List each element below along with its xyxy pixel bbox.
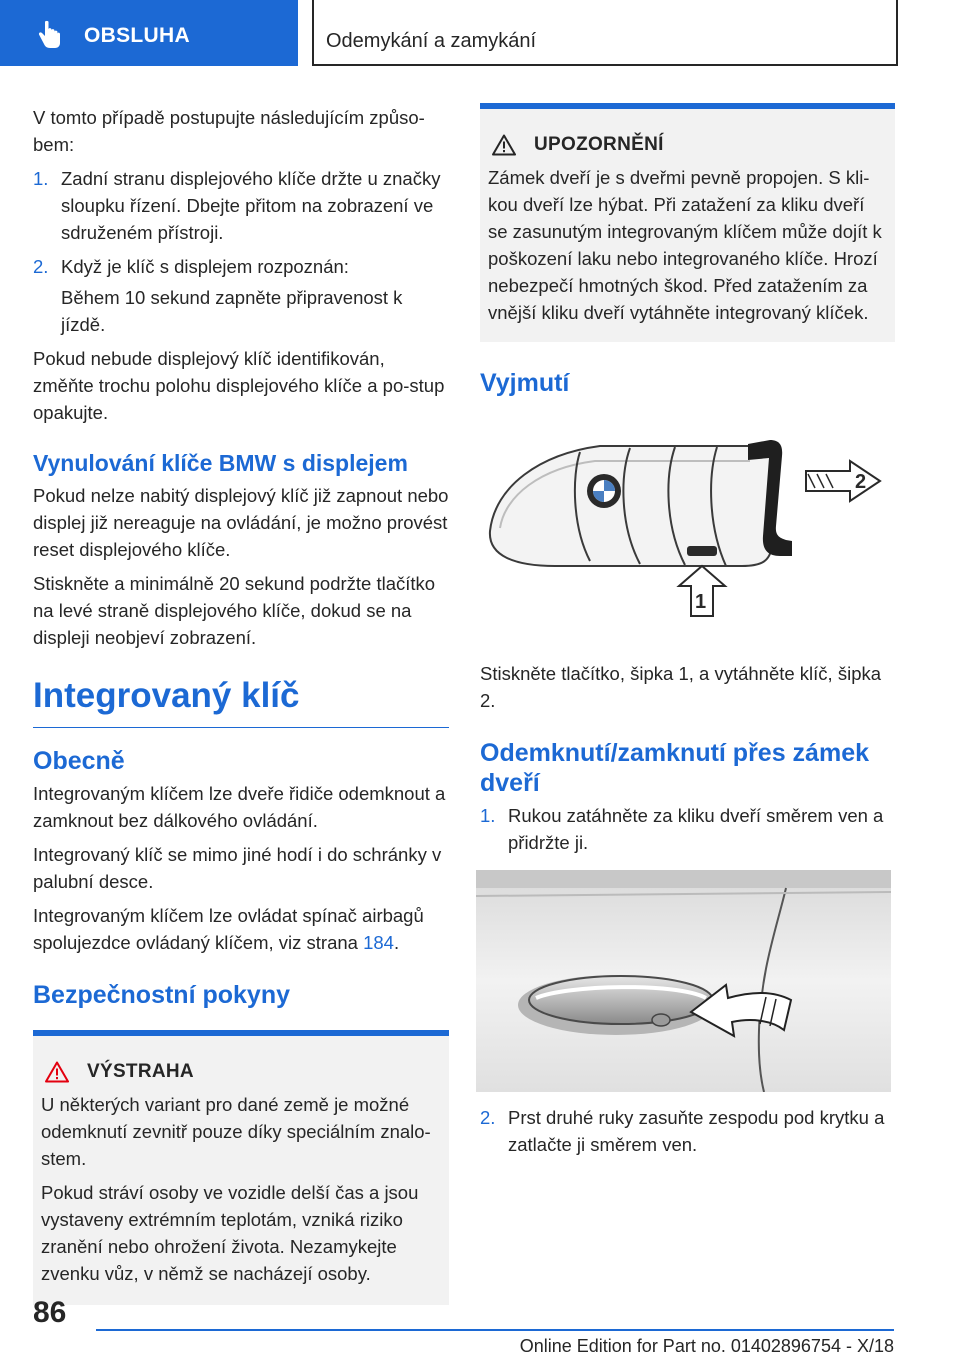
warning-paragraph: Pokud stráví osoby ve vozidle delší čas a jsou vystaveny extrémním teplotám, vzniká riziko zranění nebo ohrožení života. Nezamykejte zvenku vůz, v němž se nacházejí osoby. <box>41 1182 419 1284</box>
section-tab <box>0 0 298 66</box>
list-number: 2. <box>480 1107 496 1128</box>
page-number: 86 <box>33 1296 67 1329</box>
warning-paragraph: U některých variant pro dané země je možné odemknutí zevnitř pouze díky speciálním znalo-stem. <box>41 1094 431 1169</box>
list-text: Když je klíč s displejem rozpoznán: <box>61 256 349 277</box>
right-column <box>480 103 895 1158</box>
intro-text: V tomto případě postupujte následujícím způso-bem: <box>33 107 425 155</box>
left-column <box>33 104 449 1305</box>
caution-title-row <box>488 131 887 158</box>
list-number: 1. <box>480 805 496 826</box>
page-link[interactable]: 184 <box>363 932 394 953</box>
caution-paragraph: Zámek dveří je s dveřmi pevně propojen. S kli-kou dveří lze hýbat. Při zatažení za kliku dveří se zasunutým integrovaným klíčem může dojít k poškození laku nebo integrovaného klíče. Hrozí nebezpečí hmotných škod. Před zatažením za vnější kliku dveří vytáhněte integrovaný klíček. <box>488 167 882 323</box>
warning-box <box>33 1030 449 1305</box>
list-number: 2. <box>33 256 49 277</box>
arrow-1-label: 1 <box>695 591 707 613</box>
list-number: 1. <box>33 168 49 189</box>
general-paragraph: Integrovaný klíč se mimo jiné hodí i do schránky v palubní desce. <box>33 844 442 892</box>
section-tab-label: OBSLUHA <box>84 24 190 47</box>
caution-triangle-icon <box>492 134 516 156</box>
caution-box <box>480 103 895 342</box>
list-item <box>480 802 895 856</box>
integrated-key-heading: Integrovaný klíč <box>33 675 449 728</box>
reset-heading: Vynulování klíče BMW s displejem <box>33 450 408 476</box>
list-text: Rukou zatáhněte za kliku dveří směrem ven a přidržte ji. <box>508 805 884 853</box>
list-subtext: Během 10 sekund zapněte připravenost k jízdě. <box>61 287 403 335</box>
remove-heading: Vyjmutí <box>480 369 570 397</box>
warning-title: VÝSTRAHA <box>87 1061 194 1082</box>
general-heading: Obecně <box>33 747 125 775</box>
footer-divider <box>96 1329 894 1331</box>
lock-heading: Odemknutí/zamknutí přes zámek dveří <box>480 739 870 797</box>
list-text: Zadní stranu displejového klíče držte u značky sloupku řízení. Dbejte přitom na zobrazení ve sdruženém přístroji. <box>61 168 441 243</box>
general-text: Integrovaným klíčem lze ovládat spínač airbagů spolujezdce ovládaný klíčem, viz strana <box>33 905 424 953</box>
list-item <box>33 253 449 280</box>
list-item <box>480 1104 895 1158</box>
warning-title-row <box>41 1058 441 1085</box>
general-paragraph <box>33 902 449 956</box>
chapter-title: Odemykání a zamykání <box>326 30 537 52</box>
after-steps-text: Pokud nebude displejový klíč identifikován, změňte trochu polohu displejového klíče a po-stup opakujte. <box>33 348 445 423</box>
remove-paragraph: Stiskněte tlačítko, šipka 1, a vytáhněte klíč, šipka 2. <box>480 663 882 711</box>
arrow-2-label: 2 <box>855 471 867 493</box>
reset-paragraph: Stiskněte a minimálně 20 sekund podržte tlačítko na levé straně displejového klíče, dokud se na displeji neobjeví zobrazení. <box>33 573 436 648</box>
door-handle-illustration <box>476 870 891 1092</box>
hand-icon <box>34 20 64 50</box>
key-illustration <box>480 416 895 636</box>
list-text: Prst druhé ruky zasuňte zespodu pod krytku a zatlačte ji směrem ven. <box>508 1107 885 1155</box>
general-paragraph: Integrovaným klíčem lze dveře řidiče odemknout a zamknout bez dálkového ovládání. <box>33 783 446 831</box>
safety-heading: Bezpečnostní pokyny <box>33 981 290 1009</box>
edition-text: Online Edition for Part no. 01402896754 - X/18 <box>519 1336 894 1356</box>
reset-paragraph: Pokud nelze nabitý displejový klíč již zapnout nebo displej již nereaguje na ovládání, je možno provést reset displejového klíče. <box>33 485 449 560</box>
caution-title: UPOZORNĚNÍ <box>534 134 664 155</box>
general-text-end: . <box>393 932 400 953</box>
warning-triangle-icon <box>45 1061 69 1083</box>
list-item <box>33 165 449 246</box>
